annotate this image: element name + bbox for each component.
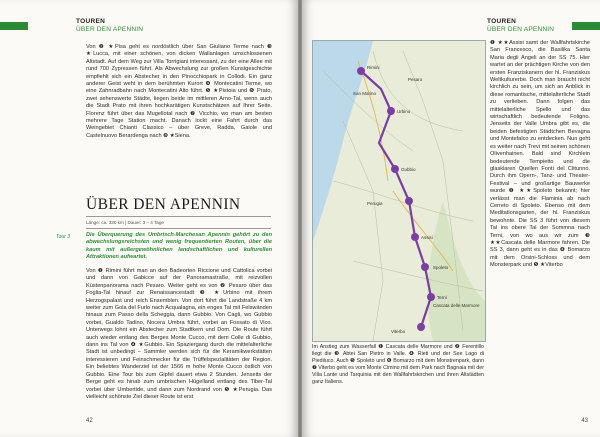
- top-paragraph: Von ❷ ★Pisa geht es nordöstlich über San Giuliano Terme nach ❸ ★Lucca, mit einer schönen, von dicken Wallanlagen umschlossenen Altstadt. Auf dem Weg zur Villa Torrigiani interessant, zu der eine Allee mit rund 700 Zypressen führt. Als Abwechslung zur großen Kunstgeschichte empfiehlt sich ein Abstecher in den Pinocchiopark in Collodi. Ein ganz anderer Geist weht in dem berühmten Kurort ❹ Montecatini Terme, wo eine Zahnradbahn nach Montecatini Alto führt. ❺ ★Pistoia und ❻ Prato, zwei sehenswerte Städte, liegen beide im mittleren Arno-Tal, wenn auch die Stadt Prato mit ihren hochkarätigen Kunstschätzen auf Ihrer Seite. Florenz führt über das Mugellotal nach ❼ Vicchio, wo man am besten mehrere Tage Station macht. Danach lockt eine Fahrt durch das Weingebiet Chianti Classico – über Greve, Radda, Gaiole und Castelnuovo Berardenga nach ❽ ★Siena.: [86, 44, 272, 139]
- running-head: [487, 18, 554, 33]
- map-label-spoleto: Spoleto: [433, 265, 449, 270]
- tour-number-label: Tour 3: [56, 234, 70, 240]
- map-label-san-marino: San Marino: [353, 91, 377, 96]
- map-caption: Im Anstieg zum Wasserfall ❶ Cascata delle Marmore und ❷ Ferentillo liegt die ❸ Abtei San Pietro in Valle. ❹ Rieti und der See Lago di Piediluco. Auch ❺ Spoleto und ❻ Bomarzo mit dem Monstrenpark, dann ❼ Viterbo geht es vom Monte Cimino mit dem Park nach Bagnaia mit der Villa Lante und Tarquinia mit den Wallfahrtskirchen und ihren Altstädten ganz Italiens.: [312, 344, 484, 385]
- running-head-subsection: ÜBER DEN APENNIN: [76, 25, 144, 33]
- section-color-tab: [0, 22, 28, 30]
- map-label-perugia: Perugia: [367, 201, 383, 206]
- map-label-viterbo: Viterbo: [391, 329, 406, 334]
- tour-intro: Die Überquerung des Umbrisch-Marchesan Apennin gehört zu den abwechslungsreichsten und wenig frequentierten Routen, über die kaum mit außergewöhnlichen landschaftlichen und kulturellen Attraktionen aufwartet.: [86, 232, 272, 260]
- tour-meta: Länge: ca. 330 km | Dauer: 3 – 4 Tage: [86, 220, 164, 225]
- running-head-subsection: ÜBER DEN APENNIN: [487, 25, 555, 33]
- running-head-section: TOUREN: [487, 18, 517, 25]
- route-map: [312, 40, 486, 342]
- section-color-tab: [572, 22, 600, 30]
- running-head: [76, 18, 143, 33]
- body-text: Von ❶ Rimini führt man an den Badeorten Riccione und Cattolica vorbei und dann von Gabicce auf der Panoramastraße, mit reizvollen Küstenpanorama nach Pesaro. Weiter geht es von ❷ Pesaro über das Foglia-Tal hinauf zur Renaissancestadt ❸ ★Urbino mit ihrem Herzogspalast und reich Ensemblen. Von dort führt die Landstraße 4 km weiter zum Gola del Furlo nach Acqualagna, ein enges Tal mit Felswänden hinaus zum Passo della Scheggia, dann Gubbio. Von Cagli, wo Gubbio vorbei, Gualdo Tadino, Nocera Umbra führt, vorbei an Fossato di Vico. Unterwegs lohnt ein Abstecher zum Stadtkern und Dom. Die Route führt auch wieder entlang des Berges Monte Cucco, mit dem Colle di Gubbio, dann ins Tal von ❹ ★Gubbio. Ein Spaziergang durch die mittelalterliche Stadt ist unbedingt – Sammler werden sich für die Keramikwerkstätten interessieren und Feinschmecker für die Trüffelspezialitäten der Region. Ein beliebtes Wanderziel ist der 1566 m hohe Monte Cucco östlich von Gubbio. Eine Tour bis zum Gipfel dauert etwa 2 Stunden. Jenseits der Berge geht es hinab zum umbrischen Hügelland entlang des Tiber-Tal vorbei über Umbertide, und dann zum Nordrand von ❺ ★Perugia. Das vielleicht schönste Ziel dieser Route ist erst: [86, 268, 272, 400]
- title-rule: [86, 216, 271, 217]
- running-head-section: TOUREN: [76, 18, 106, 25]
- map-label-cascata: Cascata delle Marmore: [433, 303, 480, 308]
- map-label-terni: Terni: [437, 295, 447, 300]
- map-label-rimini: Rimini: [367, 65, 380, 70]
- meta-rule: [86, 228, 271, 229]
- map-label-gubbio: Gubbio: [401, 167, 416, 172]
- map-label-pesaro: Pesaro: [408, 77, 423, 82]
- tour-title: ÜBER DEN APENNIN: [86, 196, 241, 213]
- map-label-urbino: Urbino: [397, 109, 411, 114]
- route-map-graphic: [313, 41, 485, 341]
- right-page: [302, 0, 600, 437]
- right-column-text: ❶ ★★Assisi samt der Wallfahrtskirche San Francesco, die Basilika Santa Maria degli Angeli an der SS 75. Hier wartet an der prächtigen Kirche von den ersten Franziskanern der hl. Franziskus Weltkulturerbe. Doch man braucht nicht kirchlich zu sein, um sich an Anblick in diese romantische, mittelalterliche Stadt zu verlieben. Dann folgen das mittelalterliche Spello und das wirtschaftlich bedeutende Foligno. Jenseits der Valle Umbra gibt es, die beiden befestigten Städtchen Bevagna und Montefalco zu entdecken. Nun geht es weiter nach Trevi mit seinen schönen Olivenhainen. Bald sind Kirchlein bedeutende Tempietto und die glasklaren Quellen Fonti del Clitunno. Durch ihm Opern-, Tanz- und Theater-Festival – und großartige Bauwerke wurde ❷ ★★Spoleto bekannt; hier verlässt man die Flaminia ab nach Cerreto di Spoleto. Ebenso mit dem Meditationsgarten, der hl. Franziskus bewohnte. Die SS 3 führt von diesem Tal ins obere Tal der Sommna nach Terni, von wo aus wir zum ❸ ★★Cascata delle Marmore fahren. Die SS 3, dann geht es in das ❹ Bomarzo mit dem Orsini-Schloss und dem Monsterpark und ❺ ★Viterbo: [490, 40, 590, 269]
- left-page: [0, 0, 298, 437]
- map-label-assisi: Assisi: [421, 235, 433, 240]
- page-number-left: 42: [86, 418, 93, 424]
- page-number-right: 43: [581, 418, 588, 424]
